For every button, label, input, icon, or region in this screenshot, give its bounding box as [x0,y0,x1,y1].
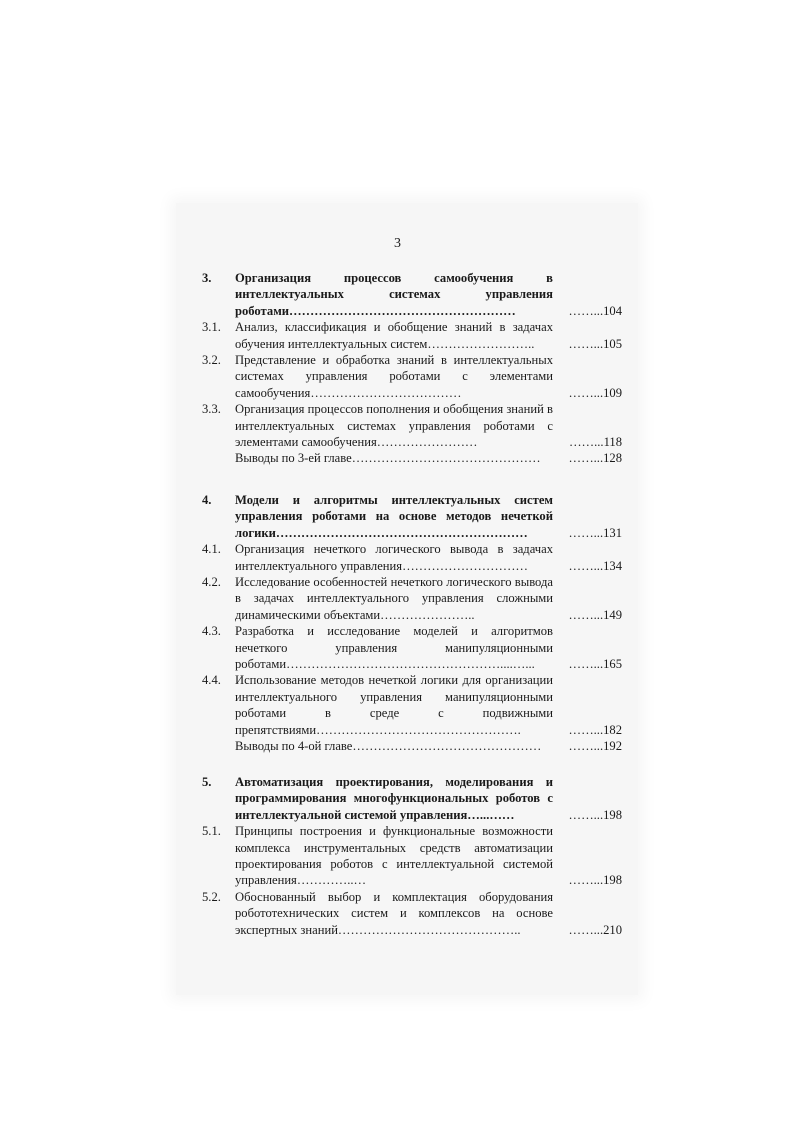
entry-number: 5.2. [202,889,221,904]
entry-number: 5. [202,775,212,789]
entry-page-ref: ……...118 [568,435,622,450]
entry-page-ref: ……...149 [568,607,622,622]
toc-entry[interactable] [202,319,622,352]
toc-section [202,270,622,467]
entry-page-ref: ……...109 [568,385,622,400]
toc-chapter-entry[interactable] [202,492,622,541]
entry-number: 3. [202,271,212,285]
entry-page-ref: ……...182 [568,722,622,737]
entry-number: 4.3. [202,624,221,639]
page-number: 3 [394,236,401,251]
entry-title: Выводы по 4-ой главе……………………………………… [235,739,542,754]
entry-page-ref: ……...105 [568,336,622,351]
toc-entry[interactable] [202,541,622,574]
entry-page-ref: ……...128 [568,451,622,466]
toc-entry[interactable] [202,450,622,466]
entry-title: Автоматизация проектирования, моделирования и программирования многофункциональных роботов с интеллектуальной системой управления…...…… [235,775,553,822]
entry-number: 4.1. [202,542,221,557]
toc-entry[interactable] [202,889,622,938]
toc-entry[interactable] [202,352,622,401]
entry-number: 3.2. [202,353,221,368]
entry-title: Разработка и исследование моделей и алгоритмов нечеткого управления манипуляционными роботами……………………………………………....…... [235,624,553,672]
entry-number: 4. [202,493,212,507]
toc-entry[interactable] [202,623,622,672]
entry-number: 4.2. [202,575,221,590]
toc-entry[interactable] [202,823,622,889]
entry-page-ref: ……...198 [568,873,622,888]
entry-number: 4.4. [202,673,221,688]
toc-entry[interactable] [202,574,622,623]
entry-title: Представление и обработка знаний в интеллектуальных системах управления роботами с элементами самообучения……………………………… [235,353,553,400]
toc-entry[interactable] [202,672,622,738]
entry-number: 5.1. [202,824,221,839]
entry-title: Исследование особенностей нечеткого логического вывода в задачах интеллектуального управления сложными динамическими объектами………………….. [235,575,553,622]
entry-title: Выводы по 3-ей главе……………………………………… [235,451,541,466]
entry-title: Анализ, классификация и обобщение знаний в задачах обучения интеллектуальных систем…………………….. [235,320,553,351]
toc-entry[interactable] [202,401,622,450]
entry-title: Модели и алгоритмы интеллектуальных систем управления роботами на основе методов нечеткой логики…………………………………………………… [235,493,553,540]
entry-title: Использование методов нечеткой логики для организации интеллектуального управления манипуляционными роботами в среде с подвижными препятствиями…………………………………………. [235,673,553,737]
toc-chapter-entry[interactable] [202,270,622,319]
entry-page-ref: ……...210 [568,922,622,937]
entry-title: Принципы построения и функциональные возможности комплекса инструментальных средств автоматизации проектирования роботов с интеллектуальной системой управления…………..… [235,824,553,888]
entry-number: 3.1. [202,320,221,335]
entry-title: Организация нечеткого логического вывода в задачах интеллектуального управления………………………… [235,542,553,573]
entry-page-ref: ……...192 [568,739,622,754]
entry-title: Организация процессов самообучения в интеллектуальных системах управления роботами……………………………………………… [235,271,553,318]
toc-section [202,774,622,938]
entry-page-ref: ……...165 [568,657,622,672]
toc-entry[interactable] [202,738,622,754]
entry-page-ref: ……...104 [568,303,622,318]
entry-number: 3.3. [202,402,221,417]
entry-page-ref: ……...131 [568,525,622,540]
entry-title: Обоснованный выбор и комплектация оборудования робототехнических систем и комплексов на основе экспертных знаний…………………………………….. [235,889,553,937]
toc-chapter-entry[interactable] [202,774,622,823]
entry-page-ref: ……...134 [568,558,622,573]
entry-title: Организация процессов пополнения и обобщения знаний в интеллектуальных системах управления роботами с элементами самообучения…………………… [235,402,553,450]
entry-page-ref: ……...198 [568,807,622,822]
toc-section [202,492,622,755]
